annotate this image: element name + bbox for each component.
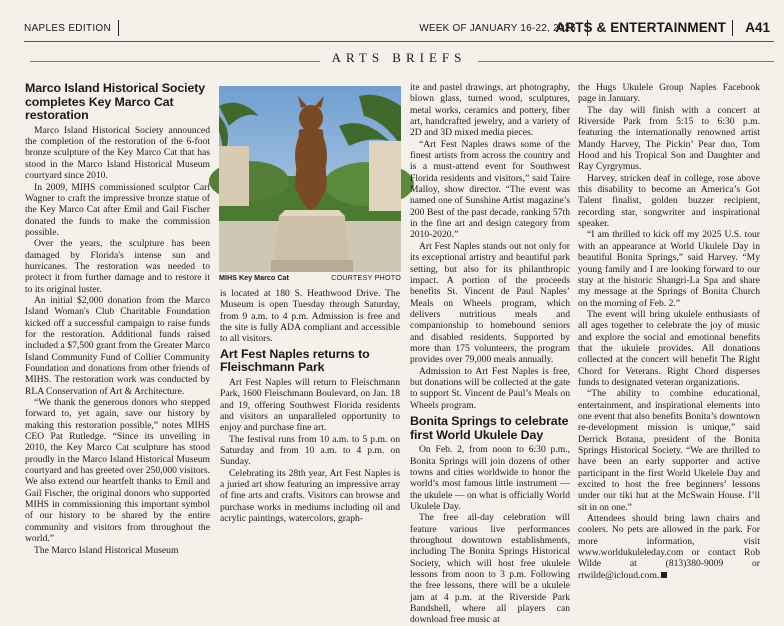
page-number: A41	[745, 20, 770, 35]
article-paragraph: In 2009, MIHS commissioned sculptor Carl Wagner to craft the impressive bronze statue of the Key Marco Cat after Emil and Gail Fischer donated the funds to make the commission possible.	[25, 181, 210, 238]
statue-image	[219, 86, 401, 272]
header-rule	[24, 41, 774, 42]
section-title: ARTS & ENTERTAINMENT	[555, 20, 726, 35]
header-divider	[732, 20, 733, 36]
photo-credit: COURTESY PHOTO	[331, 273, 401, 282]
article-headline: Art Fest Naples returns to Fleischmann Park	[220, 346, 370, 375]
article-paragraph	[578, 513, 760, 581]
end-mark-icon	[661, 572, 667, 578]
article-bonita-springs-continued	[578, 82, 760, 581]
article-headline: Bonita Springs to celebrate first World Ukulele Day	[410, 413, 569, 442]
article-paragraph: The festival runs from 10 a.m. to 5 p.m. on Saturday and from 10 a.m. to 4 p.m. on Sunday.	[220, 433, 400, 468]
article-marco-island	[25, 82, 210, 556]
article-art-fest-continued	[410, 82, 570, 626]
article-paragraph: Marco Island Historical Society announced the completion of the restoration of the 6-foot bronze sculpture of the Key Marco Cat that has stood in the Marco Island Historical Museum courtyard since 2010.	[25, 124, 210, 182]
article-paragraph: The free all-day celebration will feature various live performances throughout downtown establishments, including The Bonita Springs Historical Society, which will host free ukulele lessons from noon to 3 p.m. Following the free lessons, there will be a ukulele jam at 4 p.m. at the Riverside Park Bandshell, where all players can download free music at	[410, 512, 570, 626]
title-rule-right	[478, 61, 774, 62]
article-paragraph: An initial $2,000 donation from the Marco Island Woman's Club Charitable Foundation kicked off a successful campaign to raise funds for the restoration. Additional funds raised included a $7,500 grant from the Greater Marco Island Community Fund of Collier Community Foundation and donations from other friends of MIHS. The restoration work was conducted by RLA Conservation of Art & Architecture.	[25, 294, 210, 397]
header-divider	[118, 20, 119, 36]
article-headline: Marco Island Historical Society completes Key Marco Cat restoration	[25, 81, 206, 123]
article-paragraph: Celebrating its 28th year, Art Fest Naples is a juried art show featuring an impressive array of fine arts and crafts. Visitors can browse and purchase works in mediums including oil and acrylic paintings, watercolors, graph-	[220, 467, 400, 525]
article-paragraph: Art Fest Naples will return to Fleischmann Park, 1600 Fleischmann Boulevard, on Jan. 18 and 19, offering Southwest Florida residents and visitors an unparalleled opportunity to enjoy and purchase fine art.	[220, 376, 400, 434]
week-label: WEEK OF JANUARY 16-22, 2025	[419, 23, 576, 34]
caption-text: MIHS Key Marco Cat	[219, 273, 289, 282]
closing-paragraph-text: Attendees should bring lawn chairs and coolers. No pets are allowed in the park. For more information, visit www.worldukuleleday.com or contact Rob Wilde at (813)380-9009 or rtwilde@icloud.com.	[578, 513, 760, 581]
article-paragraph: Art Fest Naples stands out not only for its exceptional artistry and beautiful park setting, but also for its philanthropic impact. A portion of the proceeds benefits St. Vincent de Paul Naples’ Meals on Wheels program, which delivers nutritious meals and companionship to homebound seniors and disabled residents. Supported by more than 175 volunteers, the program provides over 79,000 meals annually.	[410, 240, 570, 366]
article-paragraph: ite and pastel drawings, art photography, blown glass, turned wood, sculptures, metal works, ceramics and pottery, fiber art, handcrafted jewelry, and a variety of 2D and 3D mixed media pieces.	[410, 82, 570, 139]
article-paragraph: Admission to Art Fest Naples is free, but donations will be collected at the gate to support St. Vincent de Paul’s Meals on Wheels program.	[410, 365, 570, 411]
article-paragraph: Over the years, the sculpture has been damaged by Florida's intense sun and hurricanes. The restoration was needed to protect it from further damage and to restore it to its original luster.	[25, 238, 210, 295]
article-art-fest-column	[220, 288, 400, 524]
page-title: ARTS BRIEFS	[331, 50, 467, 65]
key-marco-cat-photo	[219, 86, 401, 272]
article-paragraph: “I am thrilled to kick off my 2025 U.S. tour with an appearance at World Ukulele Day in beautiful Bonita Springs,” said Harvey. “My young family and I are looking forward to our stay at the historic Shangri-La Spa and share my message at the Springs of Bonita Church on the morning of Feb. 2.”	[578, 229, 760, 309]
article-paragraph: is located at 180 S. Heathwood Drive. The Museum is open Tuesday through Saturday, from 9 a.m. to 4 p.m. Admission is free and the site is fully ADA compliant and accessible to all visitors.	[220, 288, 400, 345]
article-paragraph: “We thank the generous donors who stepped forward to, yet again, save our history by making this restoration possible,” notes MIHS CEO Pat Rutledge. “Since its unveiling in 2010, the Key Marco Cat sculpture has stood proudly in the Marco Island Historical Museum courtyard and has greeted over 250,000 visitors. We also extend our heartfelt thanks to Emil and Gail Fischer, the original donors who supported MIHS in commissioning this important symbol of our history to be shared by the entire community and visitors from throughout the world.”	[25, 397, 210, 545]
article-paragraph: On Feb. 2, from noon to 6:30 p.m., Bonita Springs will join dozens of other towns and cities worldwide to honor the world’s most famous little instrument — the ukulele — on what is officially World Ukulele Day.	[410, 444, 570, 512]
article-paragraph: The day will finish with a concert at Riverside Park from 5:15 to 6:30 p.m. featuring the internationally renowned artist Mandy Harvey, The Pickin’ Pear duo, Tom Hood and his Tropical Son and Daughter and Ray Cyrgrymus.	[578, 104, 760, 173]
article-paragraph: The Marco Island Historical Museum	[34, 544, 179, 556]
photo-caption	[219, 273, 401, 282]
article-paragraph: the Hugs Ukulele Group Naples Facebook page in January.	[578, 82, 760, 105]
article-paragraph: The event will bring ukulele enthusiasts of all ages together to celebrate the joy of music and explore the social and emotional benefits that the ukulele provides. All donations collected at the concert will benefit The Right Chord for Veterans. Right Chord disperses funds to designated veteran organizations.	[578, 308, 760, 388]
edition-label: NAPLES EDITION	[24, 23, 111, 34]
article-paragraph: Harvey, stricken deaf in college, rose above this disability to become an America’s Got Talent finalist, golden buzzer recipient, recording star, songwriter and inspirational speaker.	[578, 172, 760, 230]
article-paragraph: “The ability to combine educational, entertainment, and inspirational elements into one event that also benefits Bonita’s downtown re-development mission is unique,” said Derrick Botana, president of the Bonita Springs Historical Society. “We are thrilled to have been an early supporter and active participant in the first World Ukelele Day and excited to host the free beginners’ lessons under our tiki hut at the McSwain House. I’ll sit in on one.”	[578, 388, 760, 513]
article-paragraph: “Art Fest Naples draws some of the finest artists from across the country and is a must-attend event for Southwest Florida residents and visitors,” said Taire Malloy, show director. “The event was named one of Sunshine Artist magazine’s 200 Best of the past decade, ranking 57th in the fine art and design category from 2010-2020.”	[410, 138, 570, 241]
page-header	[14, 20, 774, 40]
